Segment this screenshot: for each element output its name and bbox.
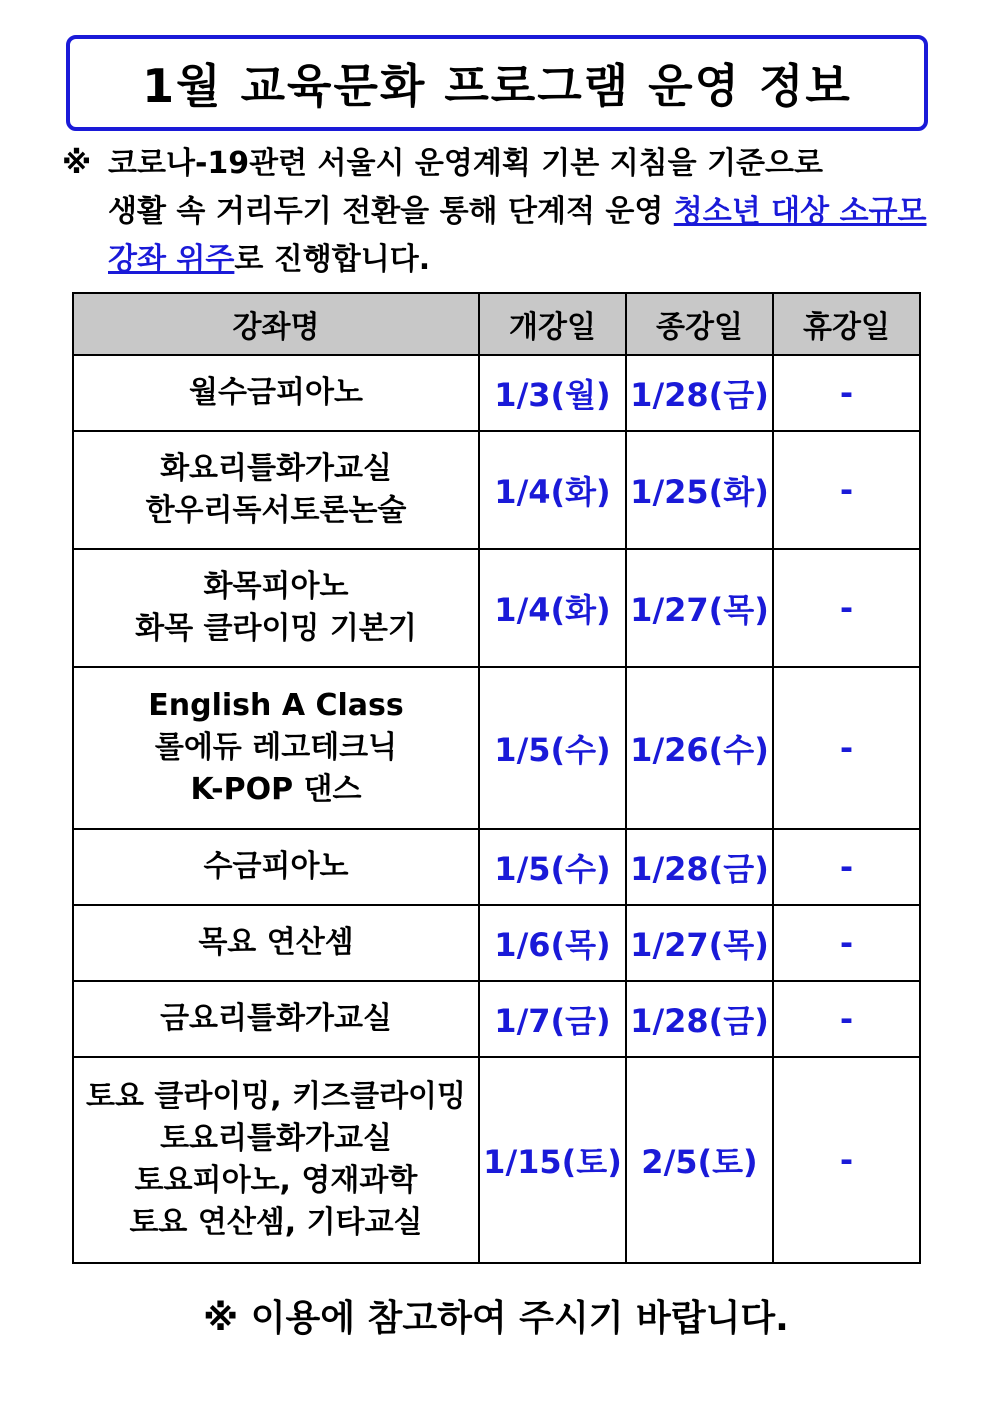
start-date: 1/7(금)	[479, 981, 626, 1057]
header-course-name: 강좌명	[73, 293, 479, 355]
start-date: 1/5(수)	[479, 829, 626, 905]
course-name-line: 화요리틀화가교실	[160, 451, 392, 486]
table-row	[73, 905, 920, 981]
table-row	[73, 981, 920, 1057]
table-row	[73, 431, 920, 549]
course-name-line: English A Class	[148, 688, 404, 723]
off-date: -	[773, 1057, 920, 1263]
off-date: -	[773, 829, 920, 905]
course-name-line: 토요 클라이밍, 키즈클라이밍	[85, 1079, 467, 1114]
off-date: -	[773, 981, 920, 1057]
course-name	[73, 829, 479, 905]
footer-note: ※ 이용에 참고하여 주시기 바랍니다.	[203, 1298, 789, 1339]
course-name-line: 화목피아노	[203, 569, 349, 604]
course-name	[73, 981, 479, 1057]
start-date: 1/4(화)	[479, 431, 626, 549]
course-name-line: K-POP 댄스	[190, 772, 362, 807]
course-name	[73, 355, 479, 431]
notice-line-1	[62, 140, 962, 188]
notice-text-2: 생활 속 거리두기 전환을 통해 단계적 운영	[108, 194, 674, 229]
course-name	[73, 549, 479, 667]
off-date: -	[773, 549, 920, 667]
start-date: 1/15(토)	[479, 1057, 626, 1263]
end-date: 1/26(수)	[626, 667, 773, 829]
notice-line-2	[62, 188, 962, 236]
course-name-line: 목요 연산셈	[198, 925, 354, 960]
header-off-date: 휴강일	[773, 293, 920, 355]
notice-highlight-1: 청소년 대상 소규모	[673, 194, 927, 229]
header-start-date: 개강일	[479, 293, 626, 355]
start-date: 1/6(목)	[479, 905, 626, 981]
table-row	[73, 355, 920, 431]
start-date: 1/5(수)	[479, 667, 626, 829]
notice-line-3	[62, 236, 962, 284]
notice	[62, 140, 962, 284]
course-name-line: 토요 연산셈, 기타교실	[129, 1205, 423, 1240]
end-date: 1/28(금)	[626, 355, 773, 431]
end-date: 1/27(목)	[626, 905, 773, 981]
course-name-line: 롤에듀 레고테크닉	[154, 730, 398, 765]
course-name	[73, 1057, 479, 1263]
table-row	[73, 667, 920, 829]
end-date: 1/28(금)	[626, 829, 773, 905]
start-date: 1/4(화)	[479, 549, 626, 667]
course-name-line: 화목 클라이밍 기본기	[135, 611, 417, 646]
course-name	[73, 667, 479, 829]
course-name-line: 월수금피아노	[189, 375, 363, 410]
schedule-table	[72, 292, 921, 1264]
course-name-line: 금요리틀화가교실	[160, 1001, 392, 1036]
end-date: 1/27(목)	[626, 549, 773, 667]
course-name-line: 수금피아노	[203, 849, 349, 884]
notice-text-3: 로 진행합니다.	[234, 242, 431, 277]
end-date: 1/28(금)	[626, 981, 773, 1057]
start-date: 1/3(월)	[479, 355, 626, 431]
table-row	[73, 549, 920, 667]
header-end-date: 종강일	[626, 293, 773, 355]
notice-text-1: 코로나-19관련 서울시 운영계획 기본 지침을 기준으로	[108, 146, 824, 181]
course-name-line: 토요리틀화가교실	[160, 1121, 392, 1156]
end-date: 1/25(화)	[626, 431, 773, 549]
table-row	[73, 1057, 920, 1263]
table-row	[73, 829, 920, 905]
page-title: 1월 교육문화 프로그램 운영 정보	[142, 59, 852, 113]
off-date: -	[773, 905, 920, 981]
course-name	[73, 905, 479, 981]
course-name-line: 한우리독서토론논술	[145, 493, 407, 528]
course-name	[73, 431, 479, 549]
title-box	[66, 35, 928, 131]
off-date: -	[773, 355, 920, 431]
off-date: -	[773, 667, 920, 829]
notice-highlight-2: 강좌 위주	[108, 242, 235, 277]
notice-mark: ※	[62, 146, 92, 181]
end-date: 2/5(토)	[626, 1057, 773, 1263]
table-header-row	[73, 293, 920, 355]
off-date: -	[773, 431, 920, 549]
course-name-line: 토요피아노, 영재과학	[134, 1163, 418, 1198]
